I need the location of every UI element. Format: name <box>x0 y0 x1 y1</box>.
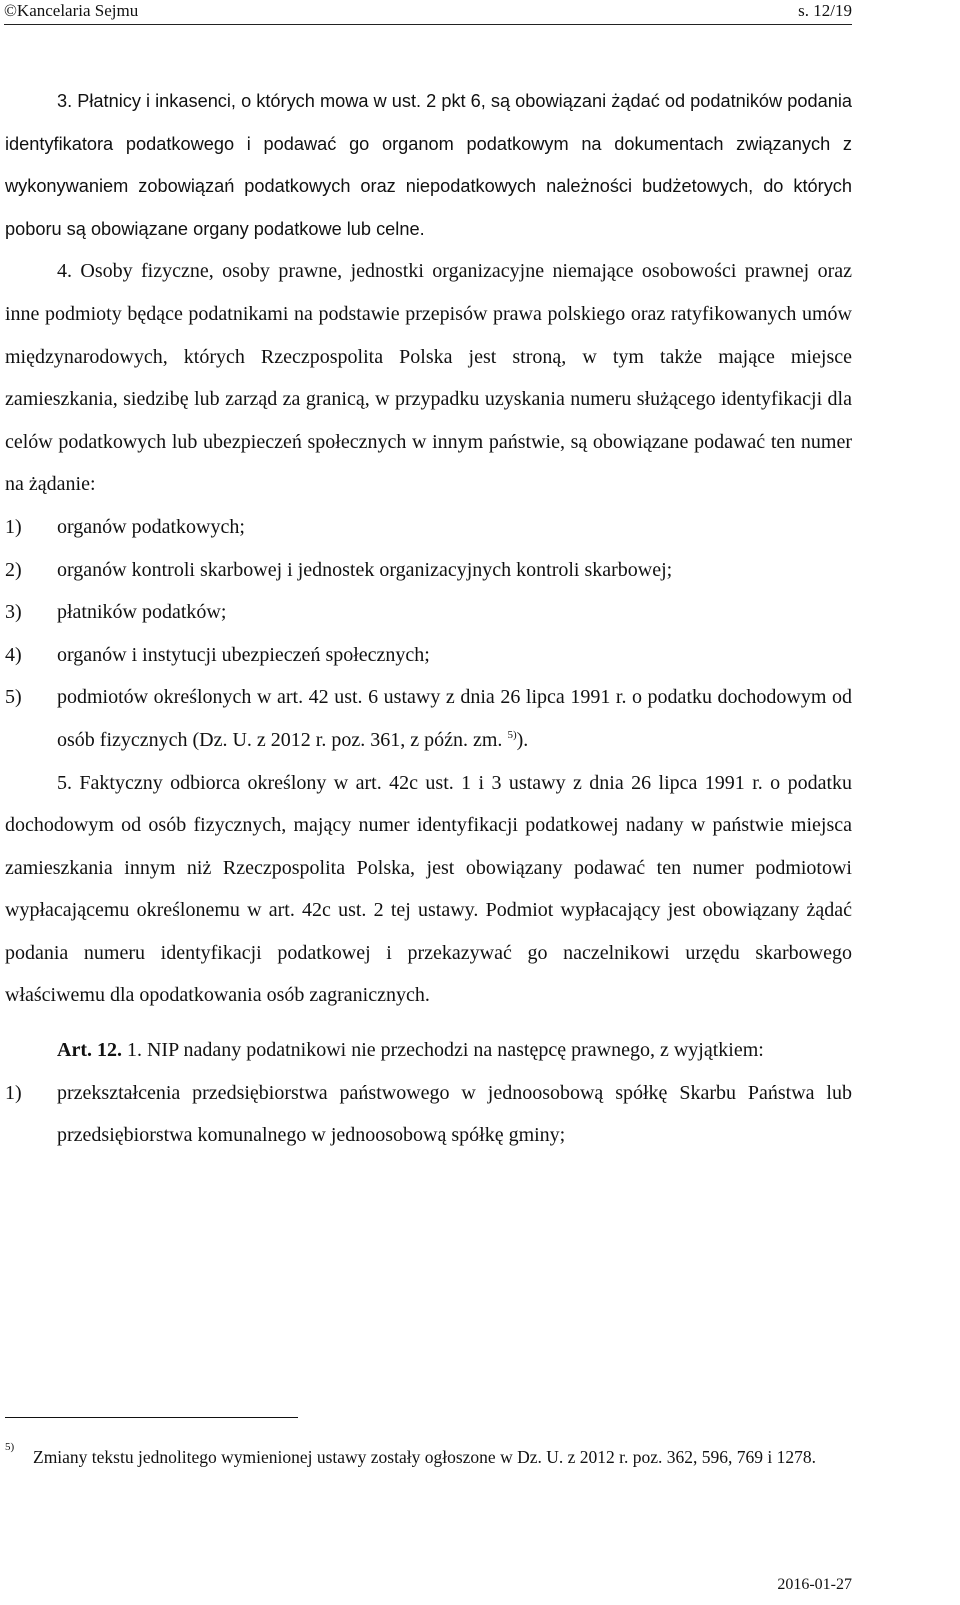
list-item-number: 4) <box>5 643 22 666</box>
header-publisher: ©Kancelaria Sejmu <box>4 1 139 20</box>
spacer <box>5 1017 852 1029</box>
document-body <box>5 80 852 1157</box>
article-12-list <box>5 1072 852 1157</box>
header-rule <box>4 24 852 25</box>
list-item-text: płatników podatków; <box>57 601 227 624</box>
article-12-title: Art. 12. <box>57 1039 122 1062</box>
list-item-number: 1) <box>5 1081 22 1104</box>
list-item-tail: ). <box>516 728 529 751</box>
header-page-number: s. 12/19 <box>798 1 852 20</box>
article-12-text: 1. NIP nadany podatnikowi nie przechodzi na następcę prawnego, z wyjątkiem: <box>121 1039 764 1062</box>
footnote-reference[interactable]: 5) <box>507 728 517 741</box>
list-item-number: 3) <box>5 601 22 624</box>
paragraph-3: 3. Płatnicy i inkasenci, o których mowa w ust. 2 pkt 6, są obowiązani żądać od podatników podania identyfikatora podatkowego i podawać go organom podatkowym na dokumentach związanych z wykonywaniem zobowiązań podatkowych oraz niepodatkowych należności budżetowych, do których poboru są obowiązane organy podatkowe lub celne. <box>5 91 852 239</box>
list-item-text: podmiotów określonych w art. 42 ust. 6 ustawy z dnia 26 lipca 1991 r. o podatku dochodowym od osób fizycznych (Dz. U. z 2012 r. poz. 361, z późn. zm. <box>57 686 852 751</box>
footnote-text: Zmiany tekstu jednolitego wymienionej ustawy zostały ogłoszone w Dz. U. z 2012 r. poz. 362, 596, 769 i 1278. <box>33 1447 817 1467</box>
paragraph-4-list <box>5 506 852 762</box>
list-item <box>5 1072 852 1157</box>
article-12-paragraph <box>5 1029 852 1072</box>
list-item <box>5 676 852 761</box>
list-item <box>5 549 852 592</box>
footnote-mark: 5) <box>5 1441 15 1453</box>
list-item-text: organów i instytucji ubezpieczeń społecznych; <box>57 643 430 666</box>
list-item <box>5 634 852 677</box>
list-item <box>5 506 852 549</box>
footnote-separator <box>5 1417 298 1418</box>
list-item-number: 5) <box>5 686 22 709</box>
list-item <box>5 591 852 634</box>
list-item-text: przekształcenia przedsiębiorstwa państwowego w jednoosobową spółkę Skarbu Państwa lub przedsiębiorstwa komunalnego w jednoosobową spółkę gminy; <box>57 1081 852 1147</box>
list-item-text: organów kontroli skarbowej i jednostek organizacyjnych kontroli skarbowej; <box>57 558 673 581</box>
list-item-number: 2) <box>5 558 22 581</box>
page-header <box>4 0 852 28</box>
document-date: 2016-01-27 <box>777 1576 852 1593</box>
list-item-text: organów podatkowych; <box>57 515 245 538</box>
paragraph-5: 5. Faktyczny odbiorca określony w art. 42c ust. 1 i 3 ustawy z dnia 26 lipca 1991 r. o podatku dochodowym od osób fizycznych, mający numer identyfikacji podatkowej nadany w państwie miejsca zamieszkania innym niż Rzeczpospolita Polska, jest obowiązany podawać ten numer podmiotowi wypłacającemu określonemu w art. 42c ust. 2 tej ustawy. Podmiot wypłacający jest obowiązany żądać podania numeru identyfikacji podatkowej i przekazywać go naczelnikowi urzędu skarbowego właściwemu dla opodatkowania osób zagranicznych. <box>5 771 852 1007</box>
list-item-number: 1) <box>5 515 22 538</box>
footnote <box>5 1441 852 1470</box>
paragraph-4-intro: 4. Osoby fizyczne, osoby prawne, jednostki organizacyjne niemające osobowości prawnej oraz inne podmioty będące podatnikami na podstawie przepisów prawa polskiego oraz ratyfikowanych umów międzynarodowych, których Rzeczpospolita Polska jest stroną, w tym także mające miejsce zamieszkania, siedzibę lub zarząd za granicą, w przypadku uzyskania numeru służącego identyfikacji dla celów podatkowych lub ubezpieczeń społecznych w innym państwie, są obowiązane podawać ten numer na żądanie: <box>5 260 852 496</box>
